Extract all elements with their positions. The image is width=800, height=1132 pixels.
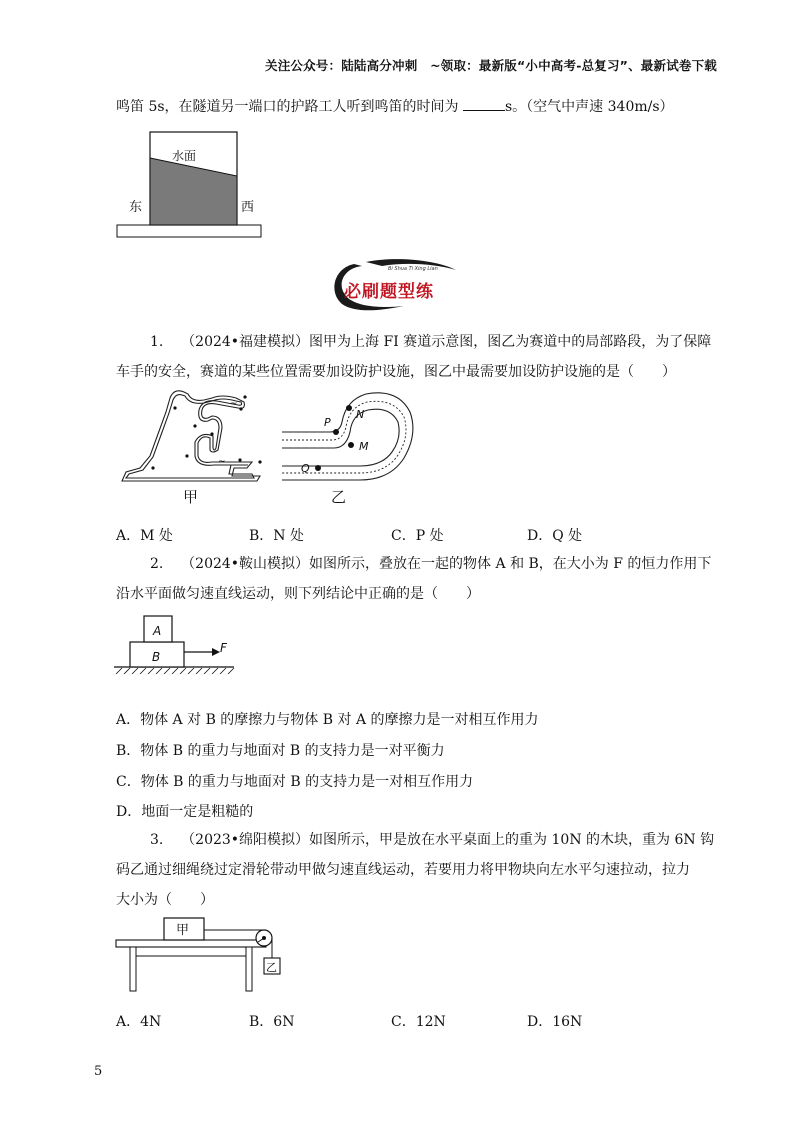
- block-a-label: A: [153, 624, 162, 638]
- svg-text:~: ~: [218, 457, 226, 467]
- q1-number: 1.: [150, 334, 164, 350]
- block-jia-label: 甲: [176, 923, 190, 938]
- q3-option-d[interactable]: D．16N: [527, 1014, 583, 1030]
- q2-number: 2.: [150, 556, 164, 572]
- block-b-label: B: [152, 650, 161, 664]
- answer-blank[interactable]: [463, 96, 505, 111]
- force-f-label: F: [220, 641, 227, 655]
- q1-option-b[interactable]: B．N 处: [249, 528, 304, 544]
- q2-option-d[interactable]: D．地面一定是粗糙的: [116, 804, 254, 820]
- q2-line1: [150, 554, 711, 574]
- point-p-label: P: [324, 416, 331, 429]
- q3-text-2: 码乙通过细绳绕过定滑轮带动甲做匀速直线运动，若要用力将甲物块向左水平匀速拉动，拉力: [116, 862, 690, 878]
- q1-option-a[interactable]: A．M 处: [116, 528, 173, 544]
- prev-question-line: [116, 96, 674, 117]
- east-label: 东: [129, 200, 143, 215]
- q1-line1: [150, 332, 711, 352]
- page-header: 关注公众号：陆陆高分冲刺 ~领取：最新版“小中高考-总复习”、最新试卷下载: [265, 58, 717, 73]
- point-n-label: N: [356, 408, 365, 421]
- banner-subtitle: Bi Shua Ti Xing Lian: [388, 266, 438, 272]
- q1-option-c[interactable]: C．P 处: [391, 528, 444, 544]
- weight-yi-label: 乙: [266, 961, 277, 974]
- point-m-label: M: [359, 440, 369, 453]
- q3-line1: [150, 830, 714, 850]
- water-tunnel-figure: [110, 126, 270, 244]
- page-number: 5: [94, 1064, 103, 1079]
- q1-text-1: （2024•福建模拟）图甲为上海 FI 赛道示意图，图乙为赛道中的局部路段，为了保障: [181, 334, 712, 350]
- point-q-label: Q: [301, 462, 310, 475]
- stacked-blocks-figure: [112, 612, 242, 678]
- track-section-figure-yi: [280, 388, 420, 496]
- water-surface-label: 水面: [172, 149, 197, 163]
- q3-option-c[interactable]: C．12N: [391, 1014, 446, 1030]
- prev-question-text-after: s。（空气中声速 340m/s）: [505, 99, 674, 115]
- figure-label-jia: 甲: [183, 488, 199, 506]
- q1-text-2: 车手的安全，赛道的某些位置需要加设防护设施，图乙中最需要加设防护设施的是（ ）: [116, 364, 676, 380]
- q3-option-b[interactable]: B．6N: [249, 1014, 295, 1030]
- q3-number: 3.: [150, 832, 164, 848]
- q2-option-c[interactable]: C．物体 B 的重力与地面对 B 的支持力是一对相互作用力: [116, 774, 474, 790]
- q2-option-b[interactable]: B．物体 B 的重力与地面对 B 的支持力是一对平衡力: [116, 743, 445, 759]
- pulley-table-figure: [112, 914, 292, 994]
- prev-question-text-before: 鸣笛 5s，在隧道另一端口的护路工人听到鸣笛的时间为: [116, 99, 459, 115]
- q2-text-1: （2024•鞍山模拟）如图所示，叠放在一起的物体 A 和 B，在大小为 F 的恒力作用下: [181, 556, 712, 572]
- figure-label-yi: 乙: [331, 488, 347, 506]
- west-label: 西: [241, 200, 255, 215]
- svg-text:~: ~: [230, 399, 238, 409]
- q3-option-a[interactable]: A．4N: [116, 1014, 162, 1030]
- q3-text-1: （2023•绵阳模拟）如图所示，甲是放在水平桌面上的重为 10N 的木块，重为 6N 钩: [181, 832, 715, 848]
- q1-option-d[interactable]: D．Q 处: [527, 528, 583, 544]
- q2-text-2: 沿水平面做匀速直线运动，则下列结论中正确的是（ ）: [116, 586, 480, 602]
- q2-option-a[interactable]: A．物体 A 对 B 的摩擦力与物体 B 对 A 的摩擦力是一对相互作用力: [116, 712, 539, 728]
- section-banner: [326, 256, 466, 314]
- q3-text-3: 大小为（ ）: [116, 892, 214, 908]
- banner-title: 必刷题型练: [344, 282, 434, 302]
